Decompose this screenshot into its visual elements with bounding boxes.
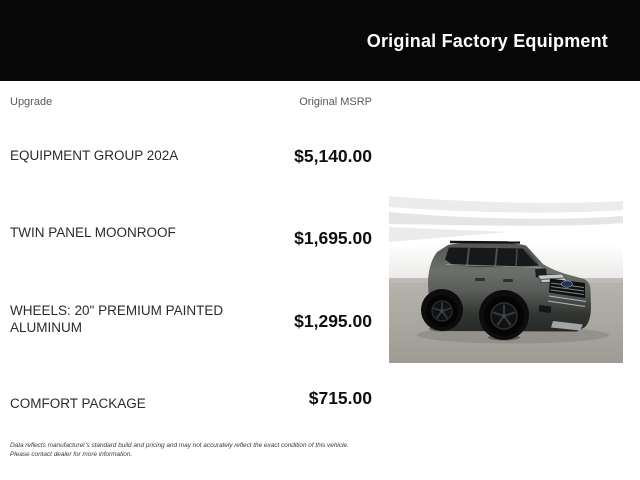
row-price-twin-panel-moonroof: $1,695.00 bbox=[294, 228, 372, 248]
row-price-equipment-group-202a: $5,140.00 bbox=[294, 146, 372, 166]
rear-wheel bbox=[426, 295, 458, 327]
row-label-comfort-package: COMFORT PACKAGE bbox=[10, 396, 146, 411]
ford-badge bbox=[562, 281, 573, 287]
row-label-equipment-group-202a: EQUIPMENT GROUP 202A bbox=[10, 148, 179, 163]
header-bar bbox=[0, 0, 640, 81]
roof-rails bbox=[450, 242, 520, 243]
suv-illustration bbox=[389, 172, 623, 363]
front-wheel bbox=[484, 296, 524, 336]
disclaimer-line-2: Please contact dealer for more information. bbox=[10, 451, 133, 458]
disclaimer bbox=[10, 441, 390, 459]
row-price-comfort-package: $715.00 bbox=[308, 388, 372, 408]
d-pillar bbox=[516, 249, 517, 268]
rear-door-handle bbox=[503, 279, 513, 282]
column-header-upgrade: Upgrade bbox=[10, 96, 53, 108]
front-door-handle bbox=[475, 278, 485, 281]
column-header-original-msrp: Original MSRP bbox=[299, 96, 372, 108]
page-title: Original Factory Equipment bbox=[366, 30, 608, 51]
row-price-wheels-premium-painted-aluminum: $1,295.00 bbox=[294, 311, 372, 331]
row-label-wheels-premium-painted-aluminum: WHEELS: 20" PREMIUM PAINTED ALUMINUM bbox=[10, 303, 224, 335]
vehicle-photo bbox=[389, 172, 623, 363]
row-label-twin-panel-moonroof: TWIN PANEL MOONROOF bbox=[10, 225, 176, 240]
disclaimer-line-1: Data reflects manufacturer's standard build and pricing and may not accurately reflect the exact condition of this vehicle. bbox=[10, 442, 349, 449]
